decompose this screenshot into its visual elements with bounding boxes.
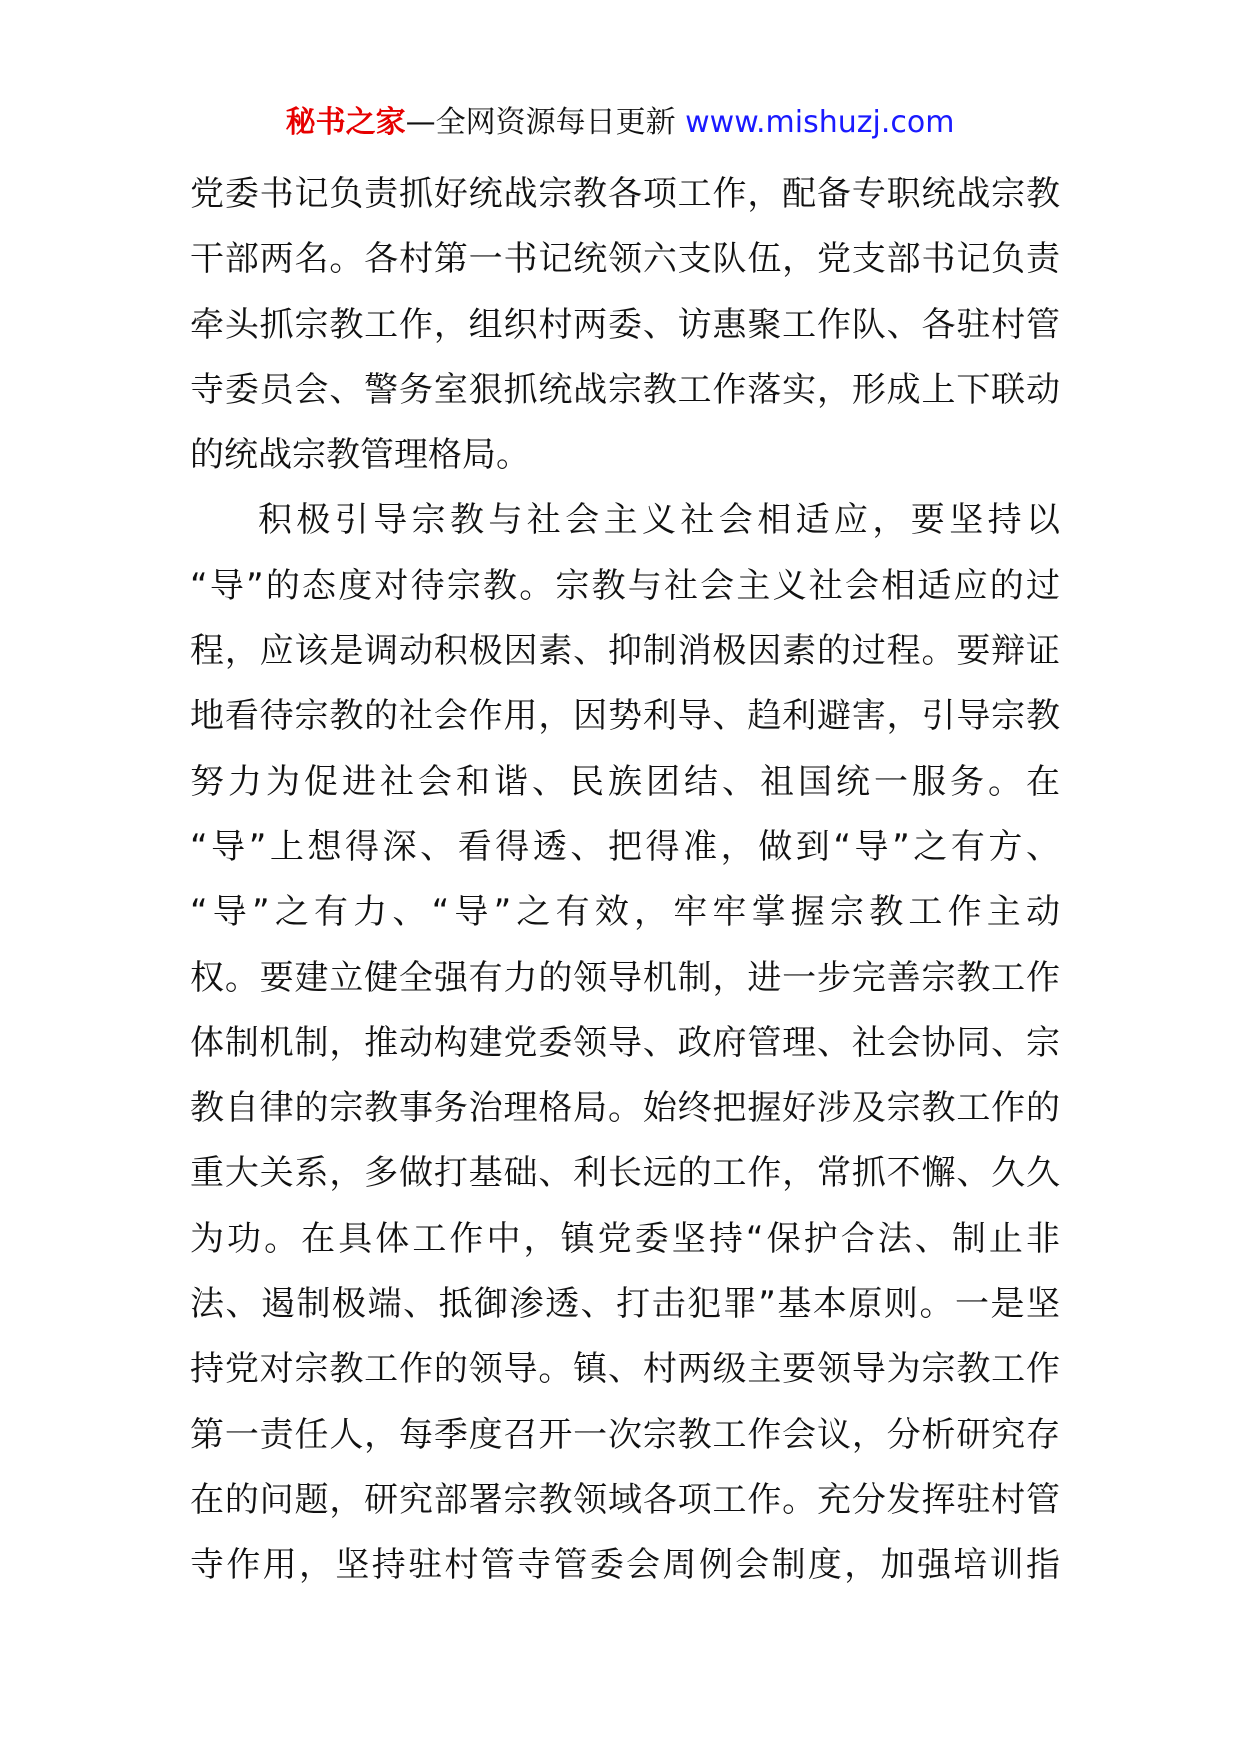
text-line: 寺作用，坚持驻村管寺管委会周例会制度，加强培训指 [190,1545,1060,1586]
text-line: 地看待宗教的社会作用，因势利导、趋利避害，引导宗教 [190,696,1060,737]
text-line: 寺委员会、警务室狠抓统战宗教工作落实，形成上下联动 [190,369,1060,410]
text-line: 为功。在具体工作中，镇党委坚持“保护合法、制止非 [190,1218,1060,1259]
text-line: 党委书记负责抓好统战宗教各项工作，配备专职统战宗教 [190,174,1060,214]
text-line: “导”上想得深、看得透、把得准，做到“导”之有方、 [190,826,1060,867]
paragraph [190,488,1060,1598]
text-line: 重大关系，多做打基础、利长远的工作，常抓不懈、久久 [190,1153,1060,1194]
text-line: 程，应该是调动积极因素、抑制消极因素的过程。要辩证 [190,631,1060,672]
text-line: 权。要建立健全强有力的领导机制，进一步完善宗教工作 [190,957,1060,998]
text-line: 干部两名。各村第一书记统领六支队伍，党支部书记负责 [190,239,1060,280]
text-line: 法、遏制极端、抵御渗透、打击犯罪”基本原则。一是坚 [190,1284,1060,1325]
text-line: 教自律的宗教事务治理格局。始终把握好涉及宗教工作的 [190,1088,1060,1129]
text-line: 体制机制，推动构建党委领导、政府管理、社会协同、宗 [190,1022,1060,1063]
text-line: 在的问题，研究部署宗教领域各项工作。充分发挥驻村管 [190,1479,1060,1520]
text-line: 牵头抓宗教工作，组织村两委、访惠聚工作队、各驻村管 [190,304,1060,345]
site-url-link[interactable]: www.mishuzj.com [685,105,955,140]
site-header [0,101,1240,145]
text-line: 的统战宗教管理格局。 [190,435,530,476]
brand-name: 秘书之家 [285,105,406,140]
text-line: “导”的态度对待宗教。宗教与社会主义社会相适应的过 [190,565,1060,606]
text-line: 积极引导宗教与社会主义社会相适应，要坚持以 [258,500,1060,541]
paragraph [190,162,1060,488]
header-tagline: —全网资源每日更新 [405,105,676,140]
text-line: 努力为促进社会和谐、民族团结、祖国统一服务。在 [190,761,1060,802]
text-line: 持党对宗教工作的领导。镇、村两级主要领导为宗教工作 [190,1349,1060,1390]
text-line: 第一责任人，每季度召开一次宗教工作会议，分析研究存 [190,1414,1060,1455]
text-line: “导”之有力、“导”之有效，牢牢掌握宗教工作主动 [190,892,1060,933]
document-body [190,162,1060,1599]
